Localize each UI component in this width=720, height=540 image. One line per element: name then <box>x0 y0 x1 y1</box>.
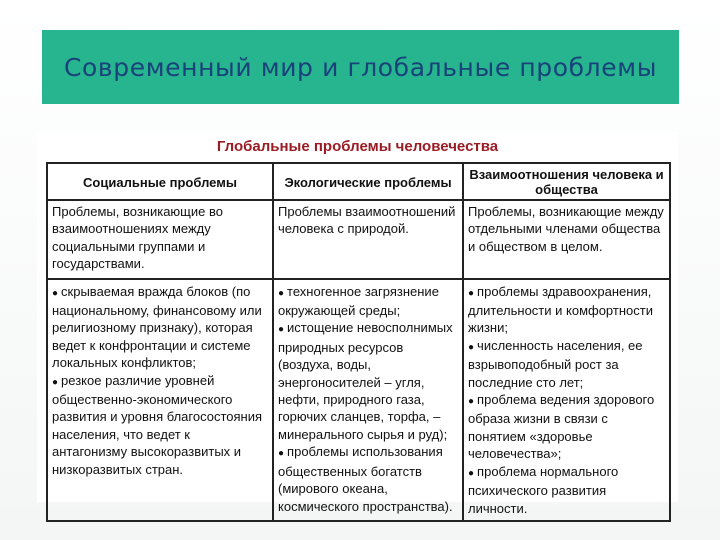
table-figure <box>37 132 678 516</box>
list-item: ● истощение невосполнимых природных ресурсов (воздуха, воды, энергоносителей – угля, нефти, природного газа, горючих сланцев, торфа, – минерального сырья и руд); <box>278 320 453 442</box>
description-social: Проблемы, возникающие во взаимоотношениях между социальными группами и государствами. <box>47 200 273 279</box>
items-row <box>47 279 670 521</box>
bullet-icon: ● <box>52 287 59 299</box>
list-item: ● проблемы здравоохранения, длительности и комфортности жизни; <box>468 283 653 336</box>
list-item: ● численность населения, ее взрывоподобный рост за последние сто лет; <box>468 337 643 390</box>
bullet-icon: ● <box>468 467 475 479</box>
column-header-social: Социальные проблемы <box>47 163 273 200</box>
bullet-icon: ● <box>468 396 475 408</box>
list-item: ● скрываемая вражда блоков (по национальному, финансовому или религиозному признаку), которая ведет к конфронтации и системе локальных конфликтов; <box>52 283 262 371</box>
list-item: ● проблемы использования общественных богатств (мирового океана, космического пространства). <box>278 444 453 514</box>
header-row <box>47 163 670 200</box>
bullet-icon: ● <box>278 287 285 299</box>
bullet-icon: ● <box>278 324 285 336</box>
column-header-society: Взаимоотношения человека и общества <box>463 163 670 200</box>
list-item: ● проблема нормального психического развития личности. <box>468 463 619 516</box>
bullet-icon: ● <box>468 287 475 299</box>
items-cell-social <box>47 279 273 521</box>
bullet-icon: ● <box>468 341 475 353</box>
description-ecological: Проблемы взаимоотношений человека с природой. <box>273 200 463 279</box>
bullet-icon: ● <box>278 448 285 460</box>
slide-title: Современный мир и глобальные проблемы <box>63 52 658 82</box>
figure-title: Глобальные проблемы человечества <box>216 138 499 155</box>
slide-title-band <box>42 30 679 104</box>
items-cell-ecological <box>273 279 463 521</box>
list-item: ● техногенное загрязнение окружающей среды; <box>278 283 439 319</box>
items-cell-society <box>463 279 670 521</box>
description-row <box>47 200 670 279</box>
list-item: ● резкое различие уровней общественно-экономического развития и уровня благосостояния населения, что ведет к антагонизму высокоразвитых и низкоразвитых стран. <box>52 372 263 477</box>
problems-table <box>46 162 671 522</box>
bullet-icon: ● <box>52 376 59 388</box>
list-item: ● проблема ведения здорового образа жизни в связи с понятием «здоровье человечества»; <box>468 392 655 462</box>
column-header-ecological: Экологические проблемы <box>273 163 463 200</box>
description-society: Проблемы, возникающие между отдельными членами общества и обществом в целом. <box>463 200 670 279</box>
